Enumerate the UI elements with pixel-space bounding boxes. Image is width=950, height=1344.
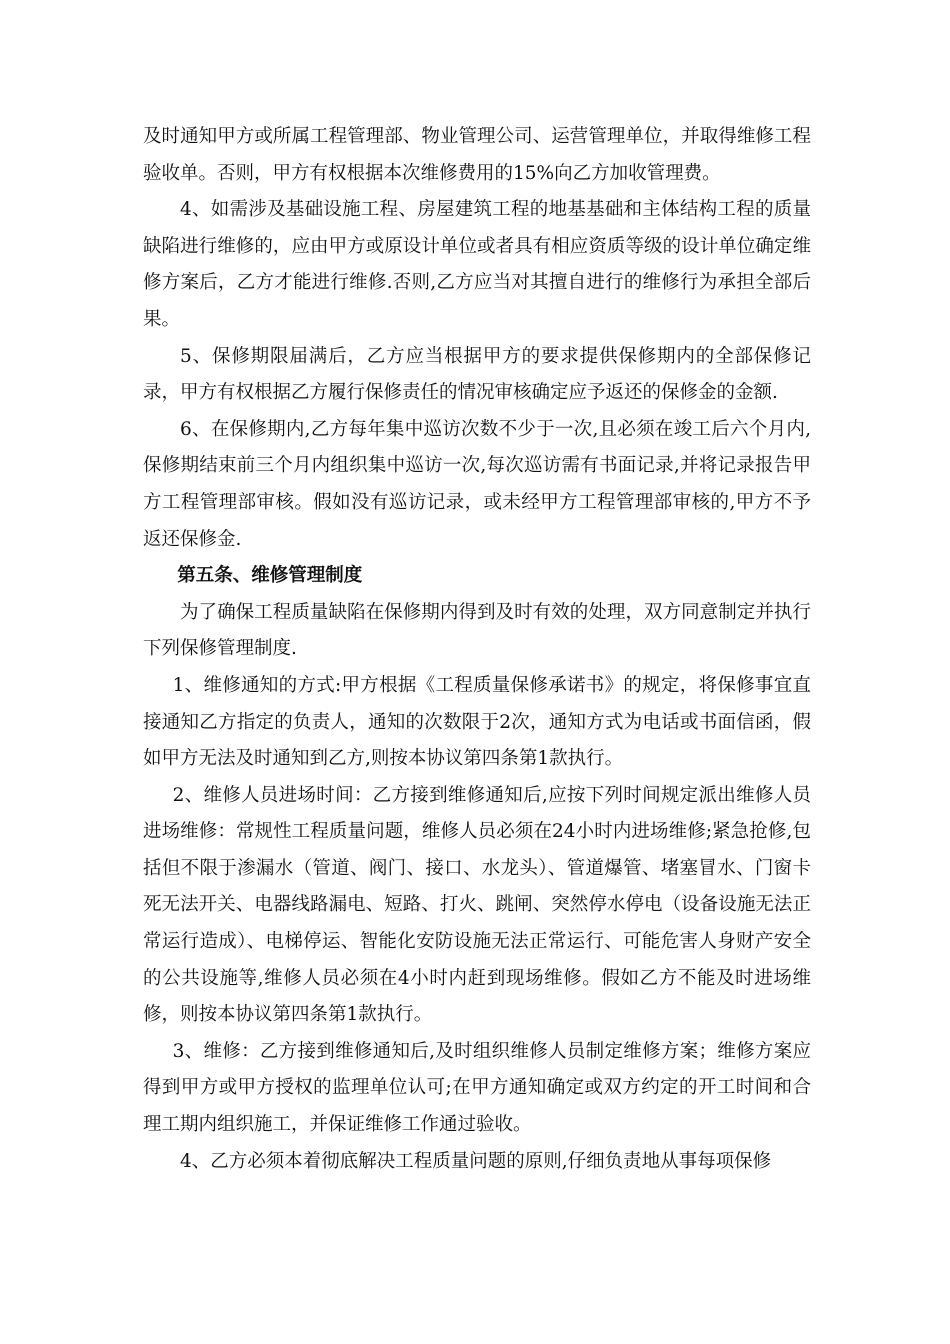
- clause-4-foundation-repair: 4、如需涉及基础设施工程、房屋建筑工程的地基基础和主体结构工程的质量缺陷进行维修的，应由甲方或原设计单位或者具有相应资质等级的设计单位确定维修方案后，乙方才能进行维修.否则,乙方应当对其擅自进行的维修行为承担全部后果。: [143, 199, 811, 330]
- item-4-responsibility: 4、乙方必须本着彻底解决工程质量问题的原则,仔细负责地从事每项保修: [180, 1150, 772, 1172]
- article-5-intro: 为了确保工程质量缺陷在保修期内得到及时有效的处理，双方同意制定并执行下列保修管理制度.: [143, 601, 811, 660]
- paragraph-continuation: 及时通知甲方或所属工程管理部、物业管理公司、运营管理单位，并取得维修工程验收单。否则，甲方有权根据本次维修费用的15%向乙方加收管理费。: [143, 126, 811, 184]
- section-heading-article-5: 第五条、维修管理制度: [177, 565, 363, 587]
- clause-5-warranty-records: 5、保修期限届满后，乙方应当根据甲方的要求提供保修期内的全部保修记录，甲方有权根据乙方履行保修责任的情况审核确定应予返还的保修金的金额.: [143, 345, 811, 404]
- item-1-notification: 1、维修通知的方式:甲方根据《工程质量保修承诺书》的规定，将保修事宜直接通知乙方指定的负责人，通知的次数限于2次，通知方式为电话或书面信函，假如甲方无法及时通知到乙方,则按本协议第四条第1款执行。: [143, 674, 811, 770]
- item-2-arrival-time: 2、维修人员进场时间：乙方接到维修通知后,应按下列时间规定派出维修人员进场维修：常规性工程质量问题，维修人员必须在24小时内进场维修;紧急抢修,包括但不限于渗漏水（管道、阀门、接口、水龙头）、管道爆管、堵塞冒水、门窗卡死无法开关、电器线路漏电、短路、打火、跳闸、突然停水停电（设备设施无法正常运行造成）、电梯停运、智能化安防设施无法正常运行、可能危害人身财产安全的公共设施等,维修人员必须在4小时内赶到现场维修。假如乙方不能及时进场维修，则按本协议第四条第1款执行。: [143, 784, 811, 1026]
- item-3-repair: 3、维修：乙方接到维修通知后,及时组织维修人员制定维修方案；维修方案应得到甲方或甲方授权的监理单位认可;在甲方通知确定或双方约定的开工时间和合理工期内组织施工，并保证维修工作通过验收。: [143, 1040, 811, 1136]
- document-body: [143, 119, 811, 1180]
- clause-6-inspection-visits: 6、在保修期内,乙方每年集中巡访次数不少于一次,且必须在竣工后六个月内,保修期结束前三个月内组织集中巡访一次,每次巡访需有书面记录,并将记录报告甲方工程管理部审核。假如没有巡访记录，或未经甲方工程管理部审核的,甲方不予返还保修金.: [143, 418, 811, 550]
